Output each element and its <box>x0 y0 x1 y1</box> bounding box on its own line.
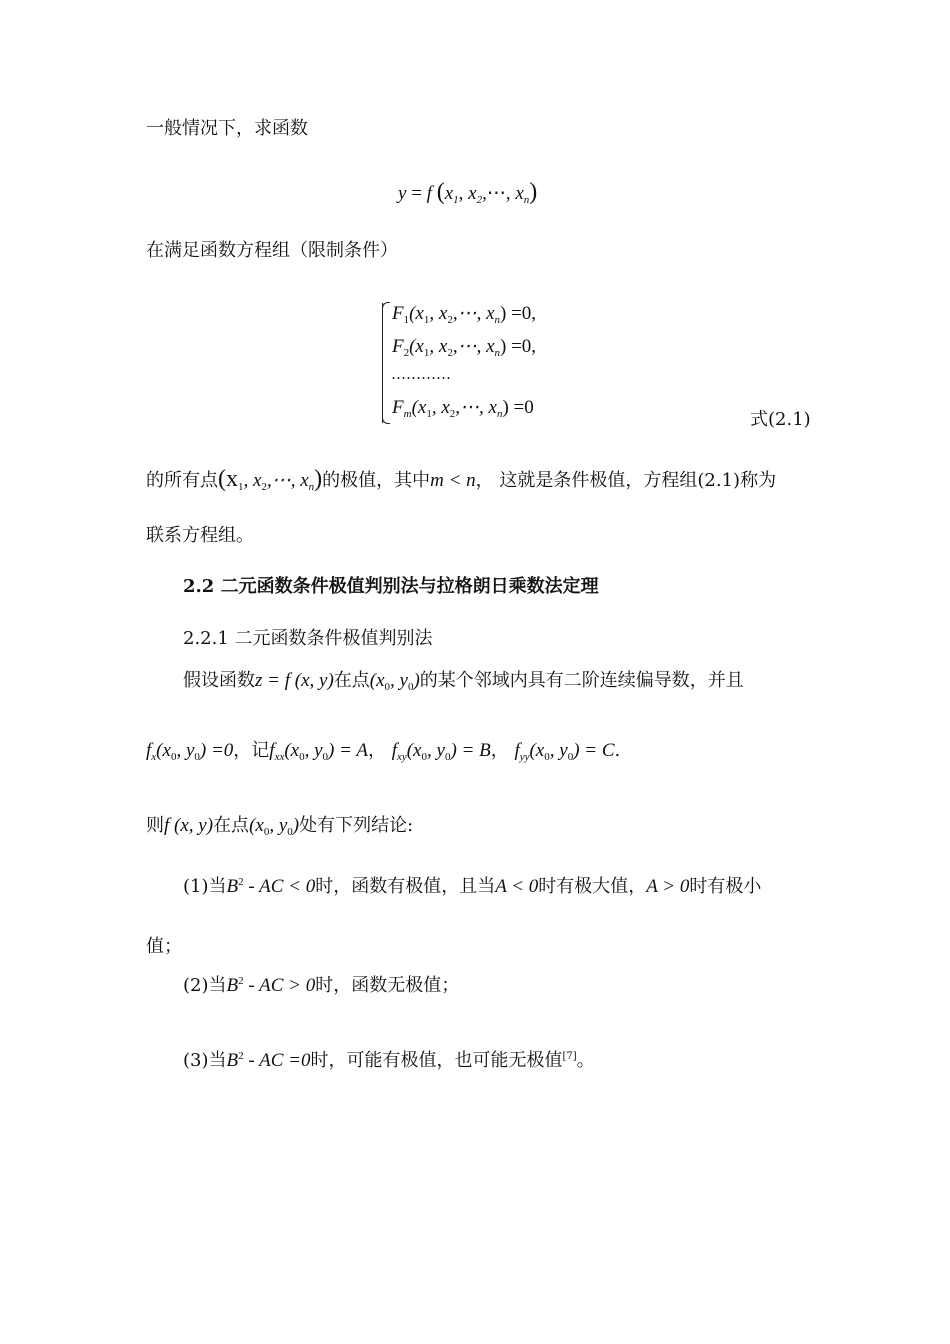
section-heading: 2.2 二元函数条件极值判别法与拉格朗日乘数法定理 <box>183 576 599 597</box>
partial-derivatives-line: $f_x(x_0$, $y_0) =0$，记$f_{xx}(x_0$, $y_0) = A$， $f_{xy}(x_0$, $y_0) = B$， $f_{yy}(x_0$, $y_0) = C$. <box>146 740 621 763</box>
conclusion-3: (3)当$B^2$ - AC =0时，可能有极值，也可能无极值[7]。 <box>183 1050 595 1071</box>
function-equation: y = f ($x_1$, $x_2,\cdots$, $x_n$) <box>398 179 538 206</box>
constraint-text: 在满足函数方程组（限制条件） <box>146 240 398 261</box>
citation-reference[interactable]: [7] <box>562 1051 577 1062</box>
paragraph-extremum-line2: 联系方程组。 <box>146 525 254 546</box>
system-dots: ………… <box>391 365 451 383</box>
system-row-2: $F_2(x_1$, $x_2,\cdots$, $x_n) =0$, <box>392 336 537 359</box>
paragraph-conclusions-intro: 则f (x, y)在点($x_0$, $y_0$)处有下列结论: <box>146 815 414 838</box>
conclusion-1-line2: 值； <box>146 936 182 957</box>
paragraph-assumption: 假设函数z = f (x, y)在点($x_0$, $y_0$)的某个邻域内具有二阶连续偏导数，并且 <box>183 670 744 693</box>
system-row-m: $F_m(x_1$, $x_2,\cdots$, $x_n) =0$ <box>392 397 534 420</box>
intro-text: 一般情况下，求函数 <box>146 118 308 139</box>
system-brace <box>382 303 391 423</box>
system-row-1: $F_1(x_1$, $x_2,\cdots$, $x_n) =0$, <box>392 303 537 326</box>
equation-label: 式(2.1) <box>750 409 811 430</box>
conclusion-1: (1)当$B^2$ - AC < 0时，函数有极值，且当A < 0时有极大值，A > 0时有极小 <box>183 876 762 897</box>
subsection-heading: 2.2.1 二元函数条件极值判别法 <box>183 628 433 649</box>
conclusion-2: (2)当$B^2$ - AC > 0时，函数无极值； <box>183 975 460 996</box>
paragraph-extremum: 的所有点($x_1$, $x_2,\cdots$, $x_n$)的极值，其中m < n， 这就是条件极值，方程组(2.1)称为 <box>146 466 777 493</box>
